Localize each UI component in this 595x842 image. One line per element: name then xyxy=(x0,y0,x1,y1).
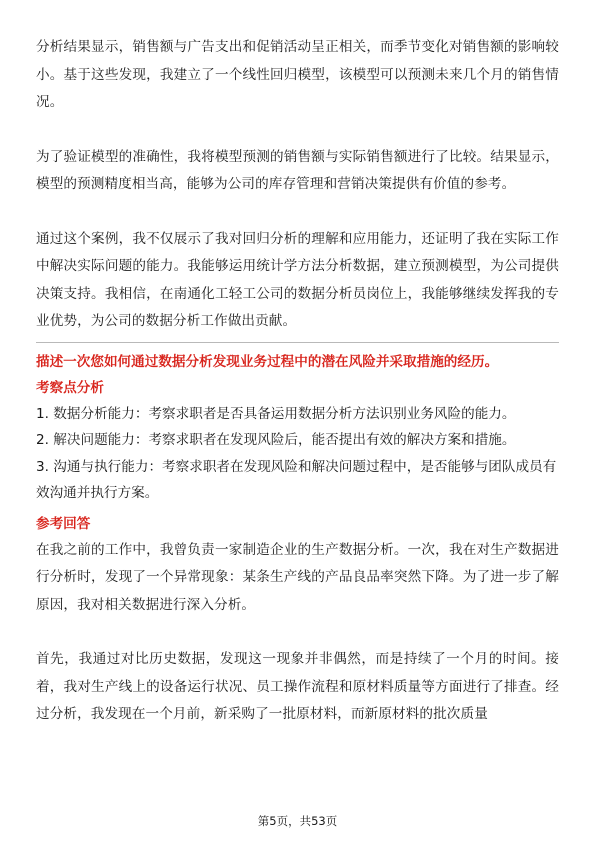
analysis-item: 1. 数据分析能力：考察求职者是否具备运用数据分析方法识别业务风险的能力。 xyxy=(36,405,516,422)
answer-paragraph: 在我之前的工作中，我曾负责一家制造企业的生产数据分析。一次，我在对生产数据进行分析时，发现了一个异常现象：某条生产线的产品良品率突然下降。为了进一步了解原因，我对相关数据进行深入分析。 xyxy=(36,541,559,613)
paragraph-case-summary: 通过这个案例，我不仅展示了我对回归分析的理解和应用能力，还证明了我在实际工作中解决实际问题的能力。我能够运用统计学方法分析数据，建立预测模型，为公司提供决策支持。我相信，在南通化工轻工公司的数据分析员岗位上，我能够继续发挥我的专业优势，为公司的数据分析工作做出贡献。 xyxy=(36,230,559,329)
document-page xyxy=(36,34,559,729)
answer-paragraph: 首先，我通过对比历史数据，发现这一现象并非偶然，而是持续了一个月的时间。接着，我对生产线上的设备运行状况、员工操作流程和原材料质量等方面进行了排查。经过分析，我发现在一个月前，新采购了一批原材料，而新原材料的批次质量 xyxy=(36,651,559,722)
page-number: 第5页，共53页 xyxy=(257,814,338,828)
paragraph-model-validation: 为了验证模型的准确性，我将模型预测的销售额与实际销售额进行了比较。结果显示，模型的预测精度相当高，能够为公司的库存管理和营销决策提供有价值的参考。 xyxy=(36,148,559,192)
interview-question: 描述一次您如何通过数据分析发现业务过程中的潜在风险并采取措施的经历。 xyxy=(36,353,499,370)
analysis-section-title: 考察点分析 xyxy=(36,379,104,396)
section-divider xyxy=(36,342,559,343)
analysis-item: 3. 沟通与执行能力：考察求职者在发现风险和解决问题过程中，是否能够与团队成员有效沟通并执行方案。 xyxy=(36,458,557,501)
paragraph-sales-analysis: 分析结果显示，销售额与广告支出和促销活动呈正相关，而季节变化对销售额的影响较小。基于这些发现，我建立了一个线性回归模型，该模型可以预测未来几个月的销售情况。 xyxy=(36,39,559,110)
answer-section-title: 参考回答 xyxy=(36,515,91,532)
analysis-item: 2. 解决问题能力：考察求职者在发现风险后，能否提出有效的解决方案和措施。 xyxy=(36,432,516,448)
